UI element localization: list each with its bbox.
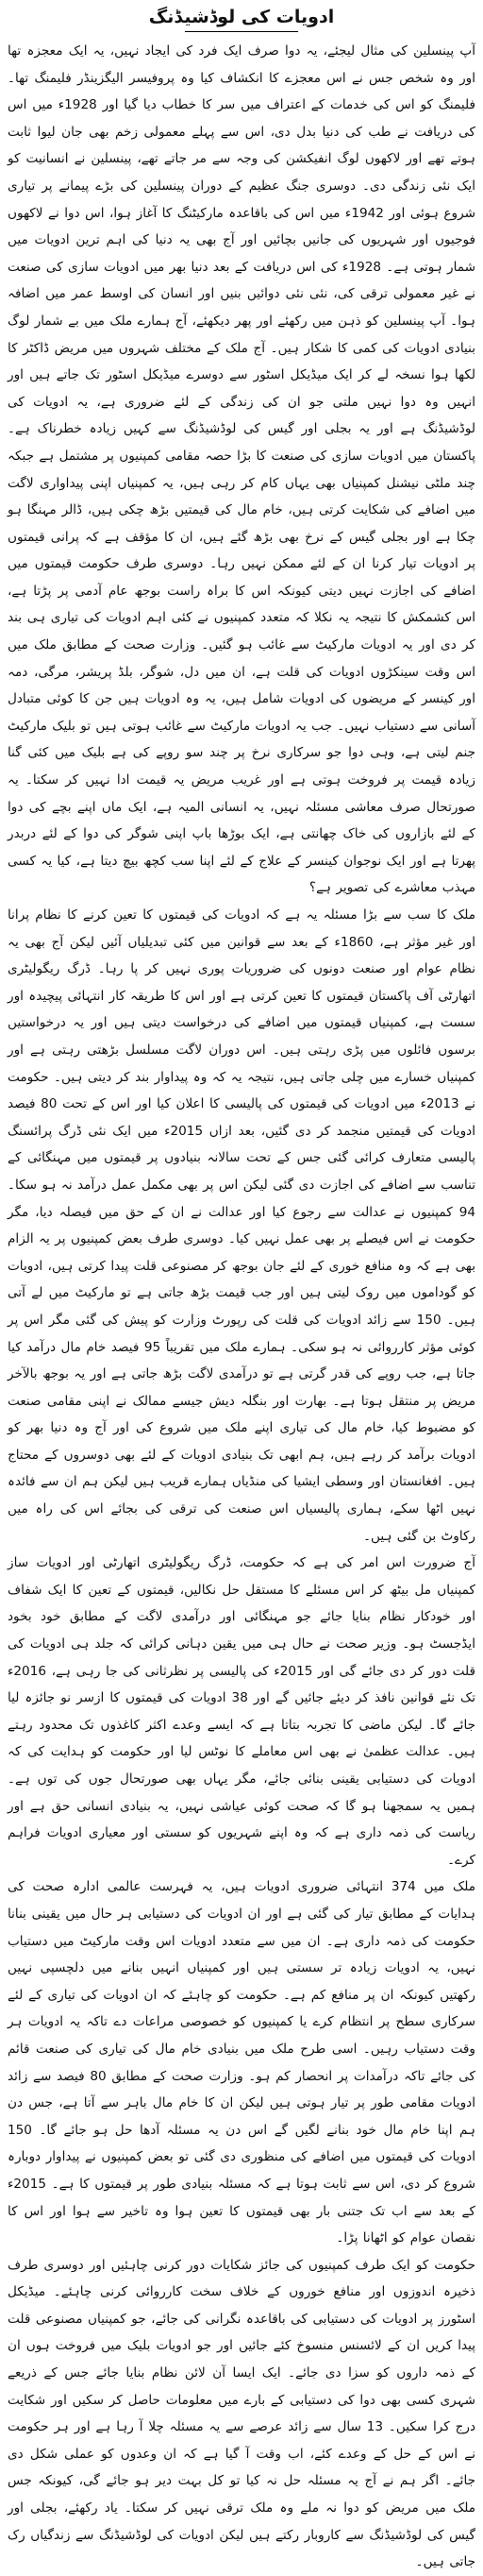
article-body (8, 38, 475, 2576)
article-paragraph: آپ پینسلین کی مثال لیجئے، یہ دوا صرف ایک فرد کی ایجاد نہیں، یہ ایک معجزہ تھا اور وہ شخص جس نے اس معجزے کا انکشاف کیا وہ پروفیسر الیگزینڈر فلیمنگ تھا۔ فلیمنگ کو اس کی خدمات کے اعتراف میں سر کا خطاب دیا گیا اور 1928ء میں اس کی دریافت نے طب کی دنیا بدل دی، اس سے پہلے معمولی زخم بھی جان لیوا ثابت ہوتے تھے اور لاکھوں لوگ انفیکشن کی وجہ سے مر جاتے تھے، پینسلین نے انسانیت کو ایک نئی زندگی دی۔ دوسری جنگ عظیم کے دوران پینسلین کی بڑے پیمانے پر تیاری شروع ہوئی اور 1942ء میں اس کی باقاعدہ مارکیٹنگ کا آغاز ہوا، اس دوا نے لاکھوں فوجیوں اور شہریوں کی جانیں بچائیں اور آج بھی یہ دنیا کی اہم ترین ادویات میں شمار ہوتی ہے۔ 1928ء کی اس دریافت کے بعد دنیا بھر میں ادویات سازی کی صنعت نے غیر معمولی ترقی کی، نئی نئی دوائیں بنیں اور انسان کی اوسط عمر میں اضافہ ہوا۔ آپ پینسلین کو ذہن میں رکھئے اور پھر دیکھئے، آج ہمارے ملک میں بے شمار لوگ بنیادی ادویات کی کمی کا شکار ہیں۔ آج ملک کے مختلف شہروں میں مریض ڈاکٹر کا لکھا ہوا نسخہ لے کر ایک میڈیکل اسٹور سے دوسرے میڈیکل اسٹور تک جاتے ہیں اور انہیں وہ دوا نہیں ملتی جو ان کی زندگی کے لئے ضروری ہے، یہ ادویات کی لوڈشیڈنگ ہے اور یہ بجلی اور گیس کی لوڈشیڈنگ سے کہیں زیادہ خطرناک ہے۔ پاکستان میں ادویات سازی کی صنعت کا بڑا حصہ مقامی کمپنیوں پر مشتمل ہے جبکہ چند ملٹی نیشنل کمپنیاں بھی یہاں کام کر رہی ہیں، یہ کمپنیاں اپنی پیداواری لاگت میں اضافے کی شکایت کرتی ہیں، خام مال کی قیمتیں بڑھ چکی ہیں، ڈالر مہنگا ہو چکا ہے اور بجلی گیس کے نرخ بھی بڑھ گئے ہیں، ان کا مؤقف ہے کہ پرانی قیمتوں پر ادویات تیار کرنا ان کے لئے ممکن نہیں رہا۔ دوسری طرف حکومت قیمتوں میں اضافے کی اجازت نہیں دیتی کیونکہ اس کا براہ راست بوجھ عام آدمی پر پڑتا ہے، اس کشمکش کا نتیجہ یہ نکلا کہ متعدد کمپنیوں نے کئی اہم ادویات کی تیاری ہی بند کر دی اور یہ ادویات مارکیٹ سے غائب ہو گئیں۔ وزارت صحت کے مطابق ملک میں اس وقت سینکڑوں ادویات کی قلت ہے، ان میں دل، شوگر، بلڈ پریشر، مرگی، دمہ اور کینسر کے مریضوں کی ادویات شامل ہیں، یہ وہ ادویات ہیں جن کا کوئی متبادل آسانی سے دستیاب نہیں۔ جب یہ ادویات مارکیٹ سے غائب ہوتی ہیں تو بلیک مارکیٹ جنم لیتی ہے، وہی دوا جو سرکاری نرخ پر چند سو روپے کی ہے بلیک میں کئی گنا زیادہ قیمت پر فروخت ہوتی ہے اور غریب مریض یہ قیمت ادا نہیں کر سکتا۔ یہ صورتحال صرف معاشی مسئلہ نہیں، یہ انسانی المیہ ہے، ایک ماں اپنے بچے کی دوا کے لئے بازاروں کی خاک چھانتی ہے، ایک بوڑھا باپ اپنی شوگر کی دوا کے لئے دربدر پھرتا ہے اور ایک نوجوان کینسر کے علاج کے لئے اپنا سب کچھ بیچ دیتا ہے، کیا یہ کسی مہذب معاشرے کی تصویر ہے؟ (8, 43, 475, 896)
article-paragraph: آج ضرورت اس امر کی ہے کہ حکومت، ڈرگ ریگولیٹری اتھارٹی اور ادویات ساز کمپنیاں مل بیٹھ کر اس مسئلے کا مستقل حل نکالیں، قیمتوں کے تعین کا ایک شفاف اور خودکار نظام بنایا جائے جو مہنگائی اور درآمدی لاگت کے مطابق خود بخود ایڈجسٹ ہو۔ وزیر صحت نے حال ہی میں یقین دہانی کرائی کہ جلد ہی ادویات کی قلت دور کر دی جائے گی اور 2015ء کی پالیسی پر نظرثانی کی جا رہی ہے، 2016ء تک نئے قوانین نافذ کر دیئے جائیں گے اور 38 ادویات کی قیمتوں کا ازسر نو جائزہ لیا جائے گا۔ لیکن ماضی کا تجربہ بتاتا ہے کہ ایسے وعدے اکثر کاغذوں تک محدود رہتے ہیں۔ عدالت عظمیٰ نے بھی اس معاملے کا نوٹس لیا اور حکومت کو ہدایت کی کہ ادویات کی دستیابی یقینی بنائی جائے، مگر یہاں بھی صورتحال جوں کی توں ہے۔ ہمیں یہ سمجھنا ہو گا کہ صحت کوئی عیاشی نہیں، یہ بنیادی انسانی حق ہے اور ریاست کی ذمہ داری ہے کہ وہ اپنے شہریوں کو سستی اور معیاری ادویات فراہم کرے۔ (8, 1555, 475, 1868)
article-paragraph: ملک میں 374 انتہائی ضروری ادویات ہیں، یہ فہرست عالمی ادارہ صحت کی ہدایات کے مطابق تیار کی گئی ہے اور ان ادویات کی دستیابی ہر حال میں یقینی بنانا حکومت کی ذمہ داری ہے۔ ان میں سے متعدد ادویات اس وقت مارکیٹ میں دستیاب نہیں، یہ ادویات زیادہ تر سستی ہیں اور کمپنیاں انہیں بنانے میں دلچسپی نہیں رکھتیں کیونکہ ان پر منافع کم ہے۔ حکومت کو چاہئے کہ ان ادویات کی تیاری کے لئے سرکاری سطح پر انتظام کرے یا کمپنیوں کو خصوصی مراعات دے تاکہ یہ ادویات ہر وقت دستیاب رہیں۔ اسی طرح ملک میں بنیادی خام مال کی تیاری کی صنعت قائم کی جائے تاکہ درآمدات پر انحصار کم ہو۔ وزارت صحت کے مطابق 80 فیصد سے زائد ادویات مقامی طور پر تیار ہوتی ہیں لیکن ان کا خام مال باہر سے آتا ہے، جس دن ہم اپنا خام مال خود بنانے لگیں گے اس دن یہ مسئلہ آدھا حل ہو جائے گا۔ 150 ادویات کی قیمتوں میں اضافے کی منظوری دی گئی تو بعض کمپنیوں نے پیداوار دوبارہ شروع کر دی، اس سے ثابت ہوتا ہے کہ مسئلہ بنیادی طور پر قیمتوں کا ہے۔ 2015ء کے بعد سے اب تک جتنی بار بھی قیمتوں کا تعین ہوا وہ تاخیر سے ہوا اور اس کا نقصان عوام کو اٹھانا پڑا۔ (8, 1879, 475, 2246)
article-paragraph: ملک کا سب سے بڑا مسئلہ یہ ہے کہ ادویات کی قیمتوں کا تعین کرنے کا نظام پرانا اور غیر مؤثر ہے، 1860ء کے بعد سے قوانین میں کئی تبدیلیاں آئیں لیکن آج بھی یہ نظام عوام اور صنعت دونوں کی ضروریات پوری نہیں کر پا رہا۔ ڈرگ ریگولیٹری اتھارٹی آف پاکستان قیمتوں کا تعین کرتی ہے اور اس کا طریقہ کار انتہائی پیچیدہ اور سست ہے، کمپنیاں قیمتوں میں اضافے کی درخواست دیتی ہیں اور یہ درخواستیں برسوں فائلوں میں پڑی رہتی ہیں۔ اس دوران لاگت مسلسل بڑھتی رہتی ہے اور کمپنیاں خسارے میں چلی جاتی ہیں، نتیجہ یہ کہ وہ پیداوار بند کر دیتی ہیں۔ حکومت نے 2013ء میں ادویات کی قیمتوں کی پالیسی کا اعلان کیا اور اس کے تحت 80 فیصد ادویات کی قیمتیں منجمد کر دی گئیں، بعد ازاں 2015ء میں ایک نئی ڈرگ پرائسنگ پالیسی متعارف کرائی گئی جس کے تحت سالانہ بنیادوں پر قیمتوں میں مہنگائی کے تناسب سے اضافے کی اجازت دی گئی لیکن اس پر بھی مکمل عمل درآمد نہ ہو سکا۔ 94 کمپنیوں نے عدالت سے رجوع کیا اور عدالت نے ان کے حق میں فیصلہ دیا، مگر حکومت نے اس فیصلے پر بھی عمل نہیں کیا۔ دوسری طرف بعض کمپنیوں پر یہ الزام بھی ہے کہ وہ منافع خوری کے لئے جان بوجھ کر مصنوعی قلت پیدا کرتی ہیں، ادویات کو گوداموں میں روک لیتی ہیں اور جب قیمت بڑھ جاتی ہے تو مارکیٹ میں لے آتی ہیں۔ 150 سے زائد ادویات کی قلت کی رپورٹ وزارت کو پیش کی گئی مگر اس پر کوئی مؤثر کارروائی نہ ہو سکی۔ ہمارے ملک میں تقریباً 95 فیصد خام مال درآمد کیا جاتا ہے، جب روپے کی قدر گرتی ہے تو درآمدی لاگت بڑھ جاتی ہے اور یہ بوجھ بالآخر مریض پر منتقل ہوتا ہے۔ بھارت اور بنگلہ دیش جیسے ممالک نے اپنی مقامی صنعت کو مضبوط کیا، خام مال کی تیاری اپنے ملک میں شروع کی اور آج وہ دنیا بھر کو ادویات برآمد کر رہے ہیں، ہم ابھی تک بنیادی ادویات کے لئے بھی دوسروں کے محتاج ہیں۔ افغانستان اور وسطی ایشیا کی منڈیاں ہمارے قریب ہیں لیکن ہم ان سے فائدہ نہیں اٹھا سکے، ہماری پالیسیاں اس صنعت کی ترقی کی بجائے اس کی راہ میں رکاوٹ بن گئی ہیں۔ (8, 907, 476, 1544)
article-title: ادویات کی لوڈشیڈنگ (8, 6, 475, 28)
article-paragraph: حکومت کو ایک طرف کمپنیوں کی جائز شکایات دور کرنی چاہئیں اور دوسری طرف ذخیرہ اندوزوں اور منافع خوروں کے خلاف سخت کارروائی کرنی چاہئے۔ میڈیکل اسٹورز پر ادویات کی دستیابی کی باقاعدہ نگرانی کی جائے، جو کمپنیاں مصنوعی قلت پیدا کریں ان کے لائسنس منسوخ کئے جائیں اور جو ادویات بلیک میں فروخت ہوں ان کے ذمہ داروں کو سزا دی جائے۔ ایک ایسا آن لائن نظام بنایا جائے جس کے ذریعے شہری کسی بھی دوا کی دستیابی کے بارے میں معلومات حاصل کر سکیں اور شکایت درج کرا سکیں۔ 13 سال سے زائد عرصے سے یہ مسئلہ چلا آ رہا ہے اور ہر حکومت نے اس کے حل کے وعدے کئے، اب وقت آ گیا ہے کہ ان وعدوں کو عملی شکل دی جائے۔ اگر ہم نے آج یہ مسئلہ حل نہ کیا تو کل بہت دیر ہو جائے گی، کیونکہ جس ملک میں مریض کو دوا نہ ملے وہ ملک ترقی نہیں کر سکتا۔ یاد رکھئے، بجلی اور گیس کی لوڈشیڈنگ سے کاروبار رکتے ہیں لیکن ادویات کی لوڈشیڈنگ سے زندگیاں رک جاتی ہیں۔ (8, 2257, 476, 2570)
